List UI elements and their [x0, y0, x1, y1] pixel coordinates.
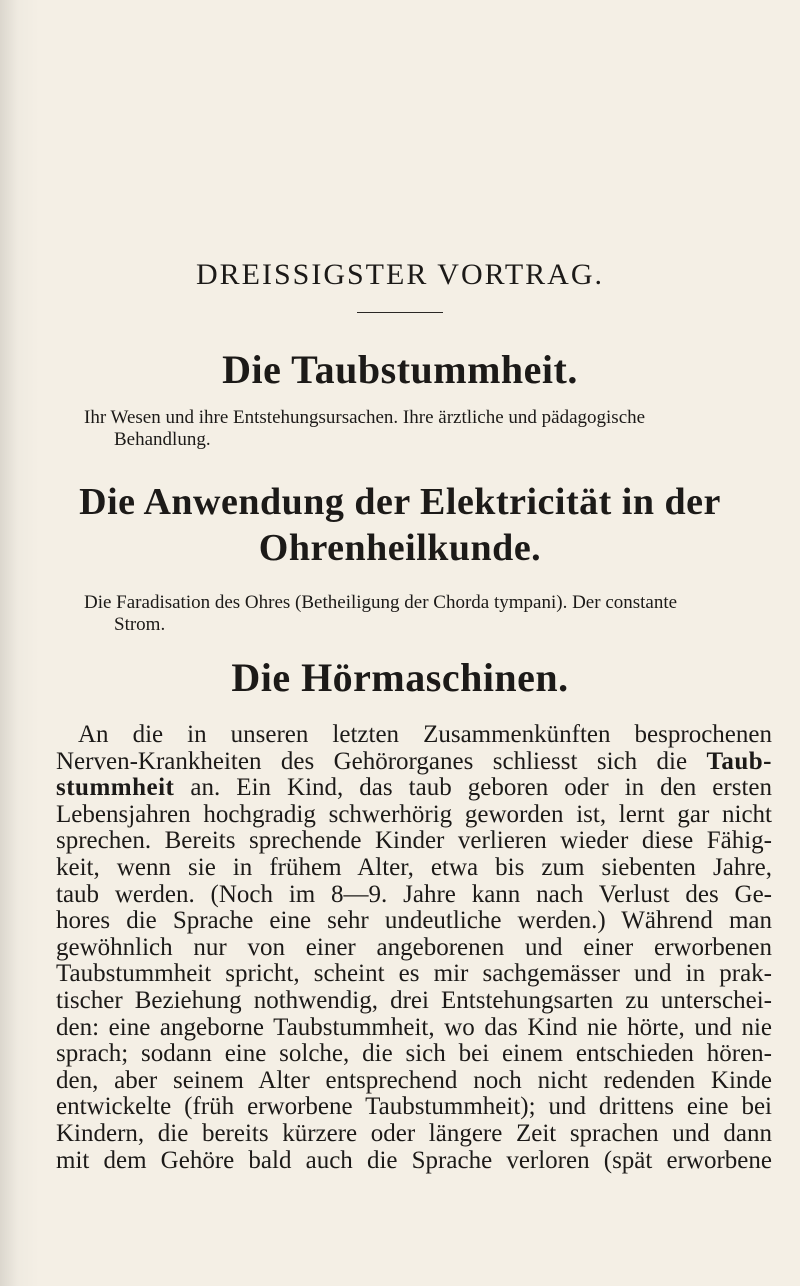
- body-line: den: eine angeborne Taubstummheit, wo das Kind nie hörte, und nie: [56, 1013, 772, 1041]
- body-line: entwickelte (früh erworbene Taubstummheit); und drittens eine bei: [56, 1093, 772, 1121]
- divider-rule: [357, 312, 443, 313]
- section-heading-elektricitaet: Die Anwendung der Elektricität in der: [79, 481, 721, 523]
- body-paragraph: [56, 722, 772, 1174]
- body-line-text: an. Ein Kind, das taub geboren oder in den ersten: [190, 774, 773, 802]
- section-summary-taubstummheit: [84, 407, 784, 451]
- summary-line: Behandlung.: [114, 429, 211, 450]
- body-line: Lebensjahren hochgradig schwerhörig geworden ist, lernt gar nicht: [56, 800, 772, 828]
- body-line: Taubstummheit spricht, scheint es mir sachgemässer und in prak-: [56, 960, 772, 988]
- summary-line: Strom.: [114, 614, 166, 635]
- summary-line: Die Faradisation des Ohres (Betheiligung der Chorda tympani). Der constante: [84, 592, 678, 613]
- section-heading-taubstummheit: Die Taubstummheit.: [222, 347, 578, 392]
- body-line: hores die Sprache eine sehr undeutliche werden.) Während man: [56, 907, 772, 935]
- body-line: Kindern, die bereits kürzere oder längere Zeit sprachen und dann: [56, 1119, 772, 1147]
- section-heading-ohrenheilkunde: Ohrenheilkunde.: [258, 527, 542, 569]
- body-line-text: Nerven-Krankheiten des Gehörorganes schliesst sich die: [56, 747, 688, 775]
- body-line: sprach; sodann eine solche, die sich bei einem entschieden hören-: [56, 1040, 772, 1068]
- lecture-title: DREISSIGSTER VORTRAG.: [195, 258, 605, 291]
- body-line: den, aber seinem Alter entsprechend noch nicht redenden Kinde: [56, 1066, 772, 1094]
- body-line: [56, 749, 772, 776]
- body-line: [56, 775, 772, 802]
- emphasis-term: Taub-: [706, 747, 772, 775]
- body-line: tischer Beziehung nothwendig, drei Entstehungsarten zu unterschei-: [56, 986, 772, 1014]
- section-heading-hoermaschinen: Die Hörmaschinen.: [231, 655, 569, 700]
- body-line: taub werden. (Noch im 8—9. Jahre kann nach Verlust des Ge-: [56, 880, 772, 908]
- body-line: sprechen. Bereits sprechende Kinder verlieren wieder diese Fähig-: [56, 827, 772, 855]
- body-line: keit, wenn sie in frühem Alter, etwa bis zum siebenten Jahre,: [56, 853, 772, 881]
- body-line: An die in unseren letzten Zusammenkünften besprochenen: [78, 721, 772, 748]
- section-summary-elektricitaet: [84, 592, 784, 636]
- emphasis-term: stummheit: [56, 774, 175, 802]
- summary-line: Ihr Wesen und ihre Entstehungsursachen. Ihre ärztliche und pädagogische: [84, 407, 646, 428]
- body-line: gewöhnlich nur von einer angeborenen und einer erworbenen: [56, 933, 772, 961]
- body-line: mit dem Gehöre bald auch die Sprache verloren (spät erworbene: [56, 1146, 772, 1174]
